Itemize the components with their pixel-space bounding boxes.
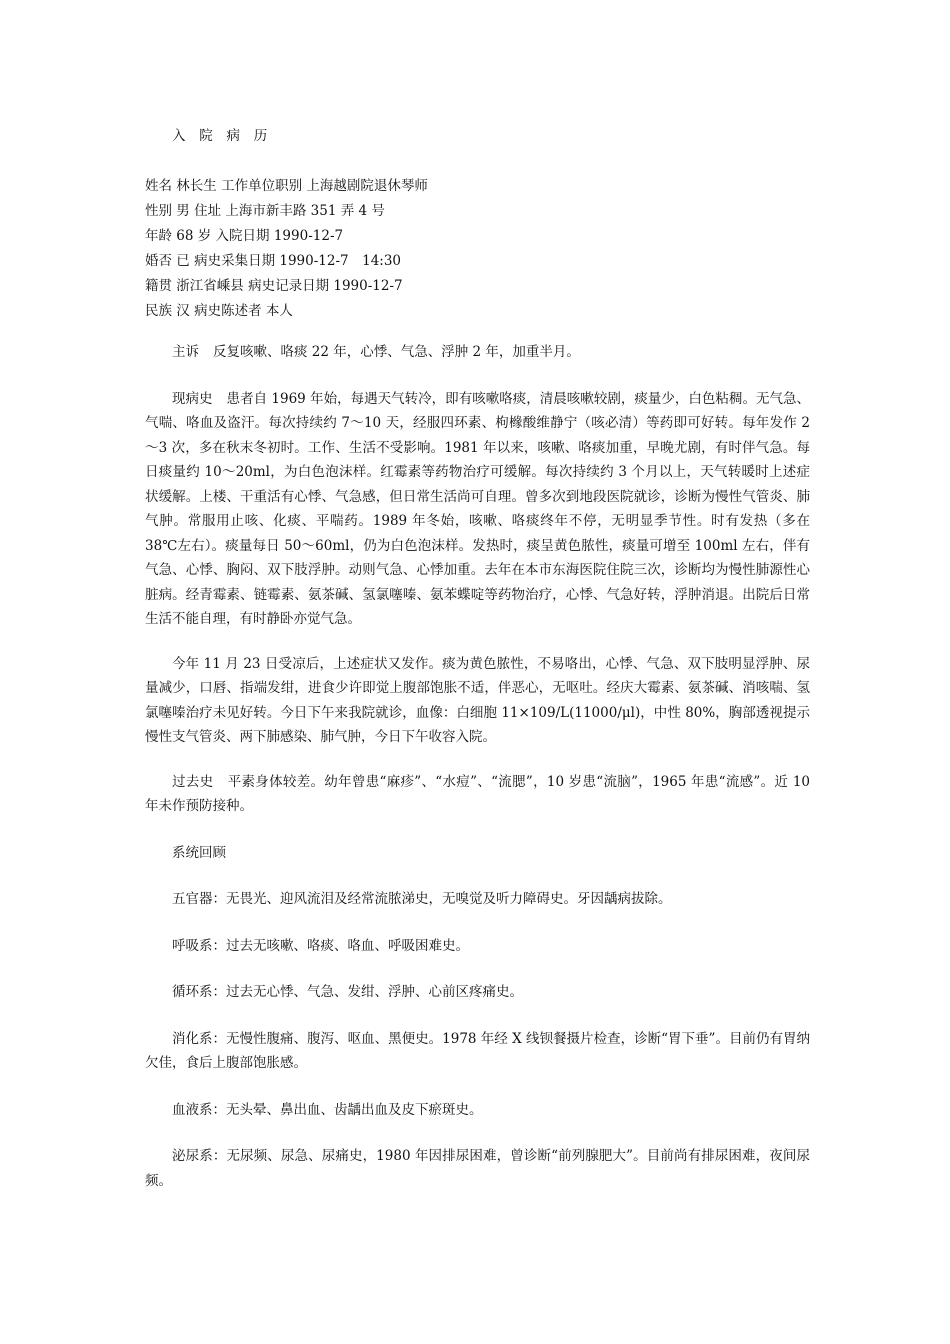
info-age-admission: 年龄 68 岁 入院日期 1990-12-7 <box>145 228 344 244</box>
patient-info <box>145 174 810 324</box>
past-history <box>145 770 810 819</box>
medical-record <box>145 124 810 1193</box>
present-illness-label: 现病史 <box>172 390 213 407</box>
record-title: 入 院 病 历 <box>172 128 272 144</box>
chief-complaint-text: 反复咳嗽、咯痰 22 年，心悸、气急、浮肿 2 年，加重半月。 <box>213 344 580 360</box>
review-ent: 五官器：无畏光、迎风流泪及经常流脓涕史，无嗅觉及听力障碍史。牙因龋病拔除。 <box>172 891 672 907</box>
chief-complaint <box>145 340 810 365</box>
present-illness-text: 患者自 1969 年始，每遇天气转冷，即有咳嗽咯痰，清晨咳嗽较剧，痰量少，白色粘稠。无气急、气喘、咯血及盗汗。每次持续约 7～10 天，经服四环素、枸橼酸维静宁（咳必清）等药即可好转。每年发作 2～3 次，多在秋末冬初时。工作、生活不受影响。1981 年以来，咳嗽、咯痰加重，早晚尤剧，有时伴气急。每日痰量约 10～20ml，为白色泡沫样。红霉素等药物治疗可缓解。每次持续约 3 个月以上，天气转暖时上述症状缓解。上楼、干重活有心悸、气急感，但日常生活尚可自理。曾多次到地段医院就诊，诊断为慢性气管炎、肺气肿。常服用止咳、化痰、平喘药。1989 年冬始，咳嗽、咯痰终年不停，无明显季节性。时有发热（多在 38℃左右）。痰量每日 50～60ml，仍为白色泡沫样。发热时，痰呈黄色脓性，痰量可增至 100ml 左右，伴有气急、心悸、胸闷、双下肢浮肿。动则气急、心悸加重。去年在本市东海医院住院三次，诊断均为慢性肺源性心脏病。经青霉素、链霉素、氨茶碱、氢氯噻嗪、氨苯蝶啶等药物治疗，心悸、气急好转，浮肿消退。出院后日常生活不能自理，有时静卧亦觉气急。 <box>145 390 810 627</box>
chief-complaint-label: 主诉 <box>172 344 199 360</box>
past-history-label: 过去史 <box>172 773 214 790</box>
info-ethnicity-narrator: 民族 汉 病史陈述者 本人 <box>145 303 293 319</box>
review-blood: 血液系：无头晕、鼻出血、齿龋出血及皮下瘀斑史。 <box>172 1101 483 1118</box>
review-circulatory: 循环系：过去无心悸、气急、发绀、浮肿、心前区疼痛史。 <box>172 984 523 1000</box>
info-marital-history-date: 婚否 已 病史采集日期 1990-12-7 14:30 <box>145 253 402 269</box>
past-history-text: 平素身体较差。幼年曾患“麻疹”、“水痘”、“流腮”，10 岁患“流脑”，1965 年患“流感”。近 10 年未作预防接种。 <box>145 773 810 814</box>
review-digestive: 消化系：无慢性腹痛、腹泻、呕血、黑便史。1978 年经 X 线钡餐摄片检查，诊断“胃下垂”。目前仍有胃纳欠佳，食后上腹部饱胀感。 <box>145 1030 810 1071</box>
review-urinary: 泌尿系：无尿频、尿急、尿痛史，1980 年因排尿困难，曾诊断“前列腺肥大”。目前尚有排尿困难，夜间尿频。 <box>145 1148 810 1189</box>
present-illness-continued: 今年 11 月 23 日受凉后，上述症状又发作。痰为黄色脓性，不易咯出，心悸、气急、双下肢明显浮肿、尿量减少，口唇、指端发绀，进食少许即觉上腹部饱胀不适，伴恶心，无呕吐。经庆大霉素、氨茶碱、消咳喘、氢氯噻嗪治疗未见好转。今日下午来我院就诊，血像：白细胞 11×109/L(11000/μl)，中性 80%，胸部透视提示慢性支气管炎、两下肺感染、肺气肿，今日下午收容入院。 <box>145 655 810 745</box>
info-origin-record-date: 籍贯 浙江省嵊县 病史记录日期 1990-12-7 <box>145 278 403 294</box>
system-review-heading: 系统回顾 <box>172 844 226 861</box>
review-respiratory: 呼吸系：过去无咳嗽、咯痰、咯血、呼吸困难史。 <box>172 937 469 954</box>
info-gender-address: 性别 男 住址 上海市新丰路 351 弄 4 号 <box>145 203 385 219</box>
present-illness <box>145 387 810 632</box>
info-name: 姓名 林长生 工作单位职别 上海越剧院退休琴师 <box>145 178 428 194</box>
